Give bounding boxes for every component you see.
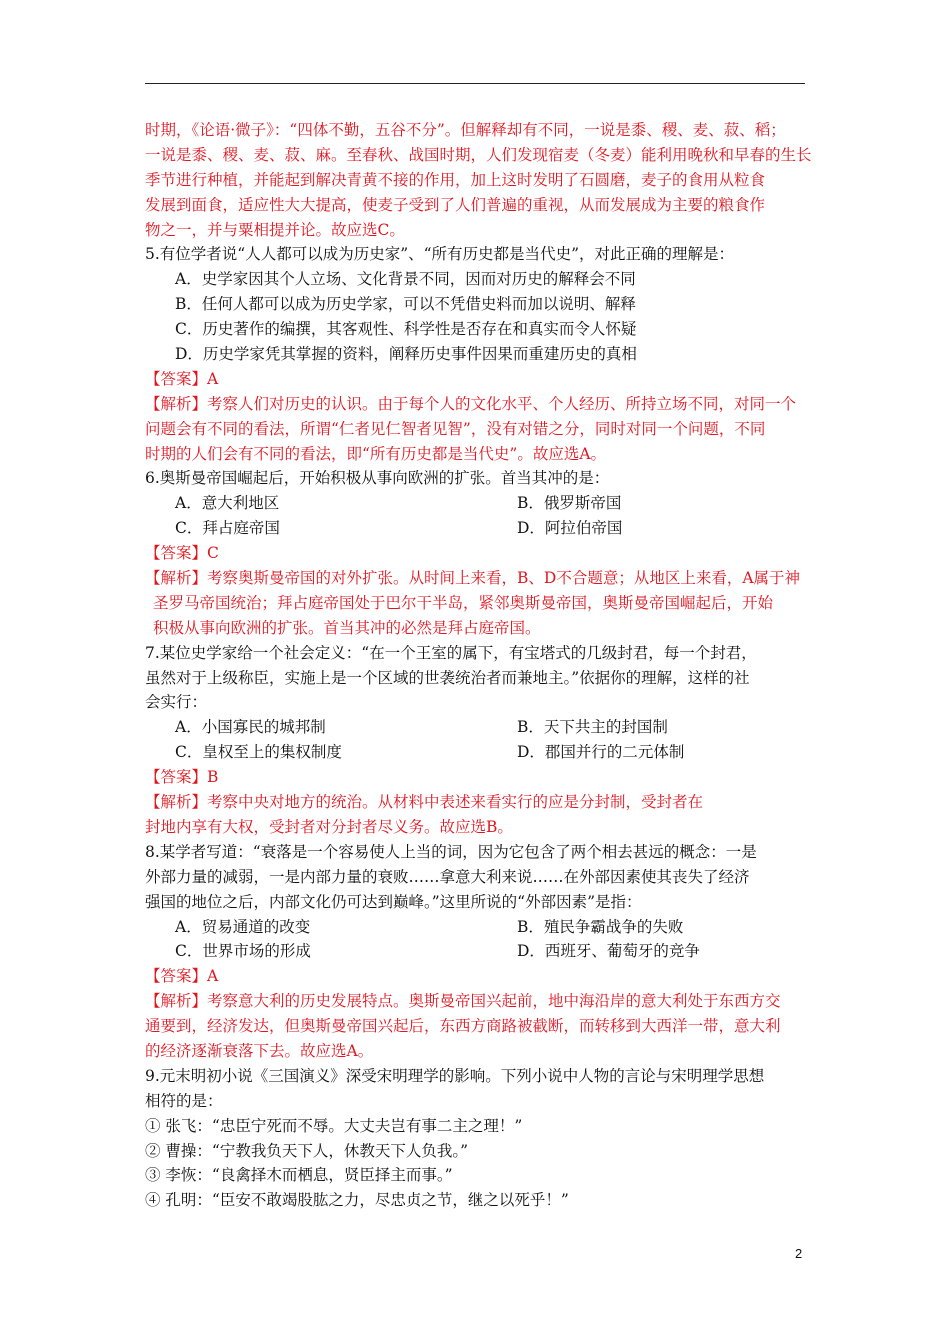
answer-line <box>145 541 817 566</box>
option: B．俄罗斯帝国 <box>517 494 622 513</box>
explanation-line: 圣罗马帝国统治；拜占庭帝国处于巴尔干半岛，紧邻奥斯曼帝国，奥斯曼帝国崛起后，开始 <box>153 593 774 612</box>
option: D．西班牙、葡萄牙的竞争 <box>517 942 700 961</box>
explanation-line: 问题会有不同的看法，所谓“仁者见仁智者见智”，没有对错之分，同时对同一个问题，不同 <box>145 419 766 438</box>
option-row <box>145 516 817 541</box>
numbered-item: ① 张飞：“忠臣宁死而不辱。大丈夫岂有事二主之理！” <box>145 1116 523 1135</box>
numbered-item: ④ 孔明：“臣安不敢竭股肱之力，尽忠贞之节，继之以死乎！” <box>145 1191 569 1210</box>
explanation-text: 考察奥斯曼帝国的对外扩张。从时间上来看，B、D不合题意；从地区上来看，A属于神 <box>207 569 801 588</box>
option: A．史学家因其个人立场、文化背景不同，因而对历史的解释会不同 <box>175 270 636 289</box>
option: A．贸易通道的改变 <box>175 917 311 936</box>
question-stem: 相符的是： <box>145 1091 223 1110</box>
explanation-line: 的经济逐渐衰落下去。故应选A。 <box>145 1041 374 1060</box>
explanation-line: 发展到面食，适应性大大提高，使麦子受到了人们普遍的重视，从而发展成为主要的粮食作 <box>145 195 766 214</box>
option: B．任何人都可以成为历史学家，可以不凭借史料而加以说明、解释 <box>175 295 636 314</box>
answer-tag: 【答案】 <box>145 967 208 986</box>
explanation-line: 季节进行种植，并能起到解决青黄不接的作用，加上这时发明了石圆磨，麦子的食用从粒食 <box>145 170 766 189</box>
explanation-line: 封地内享有大权，受封者对分封者尽义务。故应选B。 <box>145 817 513 836</box>
question-stem: 会实行： <box>145 693 208 712</box>
explanation-text: 考察人们对历史的认识。由于每个人的文化水平、个人经历、所持立场不同，对同一个 <box>207 394 797 413</box>
question-stem: 5.有位学者说“人人都可以成为历史家”、“所有历史都是当代史”，对此正确的理解是： <box>145 245 734 264</box>
explanation-line: 物之一，并与粟相提并论。故应选C。 <box>145 220 405 239</box>
question-stem: 虽然对于上级称臣，实施上是一个区域的世袭统治者而兼地主。”依据你的理解，这样的社 <box>145 668 750 687</box>
option-row <box>145 915 817 940</box>
explanation-line: 一说是黍、稷、麦、菽、麻。至春秋、战国时期，人们发现宿麦（冬麦）能利用晚秋和早春的生长 <box>145 145 812 164</box>
explanation-tag: 【解析】 <box>145 569 208 588</box>
answer-line <box>145 964 817 989</box>
answer-value: B <box>207 768 219 787</box>
option: C．世界市场的形成 <box>175 942 311 961</box>
option: B．殖民争霸战争的失败 <box>517 917 684 936</box>
explanation-line: 积极从事向欧洲的扩张。首当其冲的必然是拜占庭帝国。 <box>153 618 541 637</box>
question-stem: 强国的地位之后，内部文化仍可达到巅峰。”这里所说的“外部因素”是指： <box>145 892 642 911</box>
explanation-line: 时期，《论语·微子》：“四体不勤，五谷不分”。但解释却有不同，一说是黍、稷、麦、菽、稻； <box>145 121 786 139</box>
answer-value: A <box>207 967 219 986</box>
explanation-line: 通要到，经济发达，但奥斯曼帝国兴起后，东西方商路被截断，而转移到大西洋一带，意大利 <box>145 1017 781 1036</box>
option: C．历史著作的编撰，其客观性、科学性是否存在和真实而令人怀疑 <box>175 320 637 339</box>
question-stem: 9.元末明初小说《三国演义》深受宋明理学的影响。下列小说中人物的言论与宋明理学思想 <box>145 1066 765 1085</box>
page-content <box>145 118 817 1213</box>
option: D．阿拉伯帝国 <box>517 519 623 538</box>
option-row <box>145 715 817 740</box>
option: A．小国寡民的城邦制 <box>175 718 326 737</box>
answer-tag: 【答案】 <box>145 544 208 563</box>
explanation-text: 考察意大利的历史发展特点。奥斯曼帝国兴起前，地中海沿岸的意大利处于东西方交 <box>207 992 781 1011</box>
explanation-line <box>145 790 817 815</box>
explanation-line <box>145 989 817 1014</box>
explanation-line: 时期的人们会有不同的看法，即“所有历史都是当代史”。故应选A。 <box>145 444 607 463</box>
header-rule <box>145 83 805 84</box>
question-stem: 6.奥斯曼帝国崛起后，开始积极从事向欧洲的扩张。首当其冲的是： <box>145 469 610 488</box>
explanation-line <box>145 566 817 591</box>
answer-tag: 【答案】 <box>145 768 208 787</box>
numbered-item: ② 曹操：“宁教我负天下人，休教天下人负我。” <box>145 1141 469 1160</box>
option-row <box>145 740 817 765</box>
option-row <box>145 939 817 964</box>
option: A．意大利地区 <box>175 494 280 513</box>
explanation-tag: 【解析】 <box>145 793 208 812</box>
question-stem: 8.某学者写道：“衰落是一个容易使人上当的词，因为它包含了两个相去甚远的概念：一是 <box>145 842 757 861</box>
explanation-tag: 【解析】 <box>145 992 208 1011</box>
numbered-item: ③ 李恢：“良禽择木而栖息，贤臣择主而事。” <box>145 1166 453 1185</box>
explanation-line <box>145 392 817 417</box>
page-number: 2 <box>795 1246 803 1261</box>
explanation-text: 考察中央对地方的统治。从材料中表述来看实行的应是分封制，受封者在 <box>207 793 704 812</box>
option: C．皇权至上的集权制度 <box>175 743 342 762</box>
answer-value: A <box>207 369 219 388</box>
option: D．历史学家凭其掌握的资料，阐释历史事件因果而重建历史的真相 <box>175 345 637 364</box>
option: B．天下共主的封国制 <box>517 718 668 737</box>
question-stem: 外部力量的减弱，一是内部力量的衰败……拿意大利来说……在外部因素使其丧失了经济 <box>145 867 750 886</box>
answer-line <box>145 765 817 790</box>
explanation-tag: 【解析】 <box>145 394 208 413</box>
answer-value: C <box>207 544 219 563</box>
answer-tag: 【答案】 <box>145 369 208 388</box>
option-row <box>145 491 817 516</box>
option: D．郡国并行的二元体制 <box>517 743 685 762</box>
option: C．拜占庭帝国 <box>175 519 280 538</box>
question-stem: 7.某位史学家给一个社会定义：“在一个王室的属下，有宝塔式的几级封君，每一个封君， <box>145 643 757 662</box>
answer-line <box>145 367 817 392</box>
